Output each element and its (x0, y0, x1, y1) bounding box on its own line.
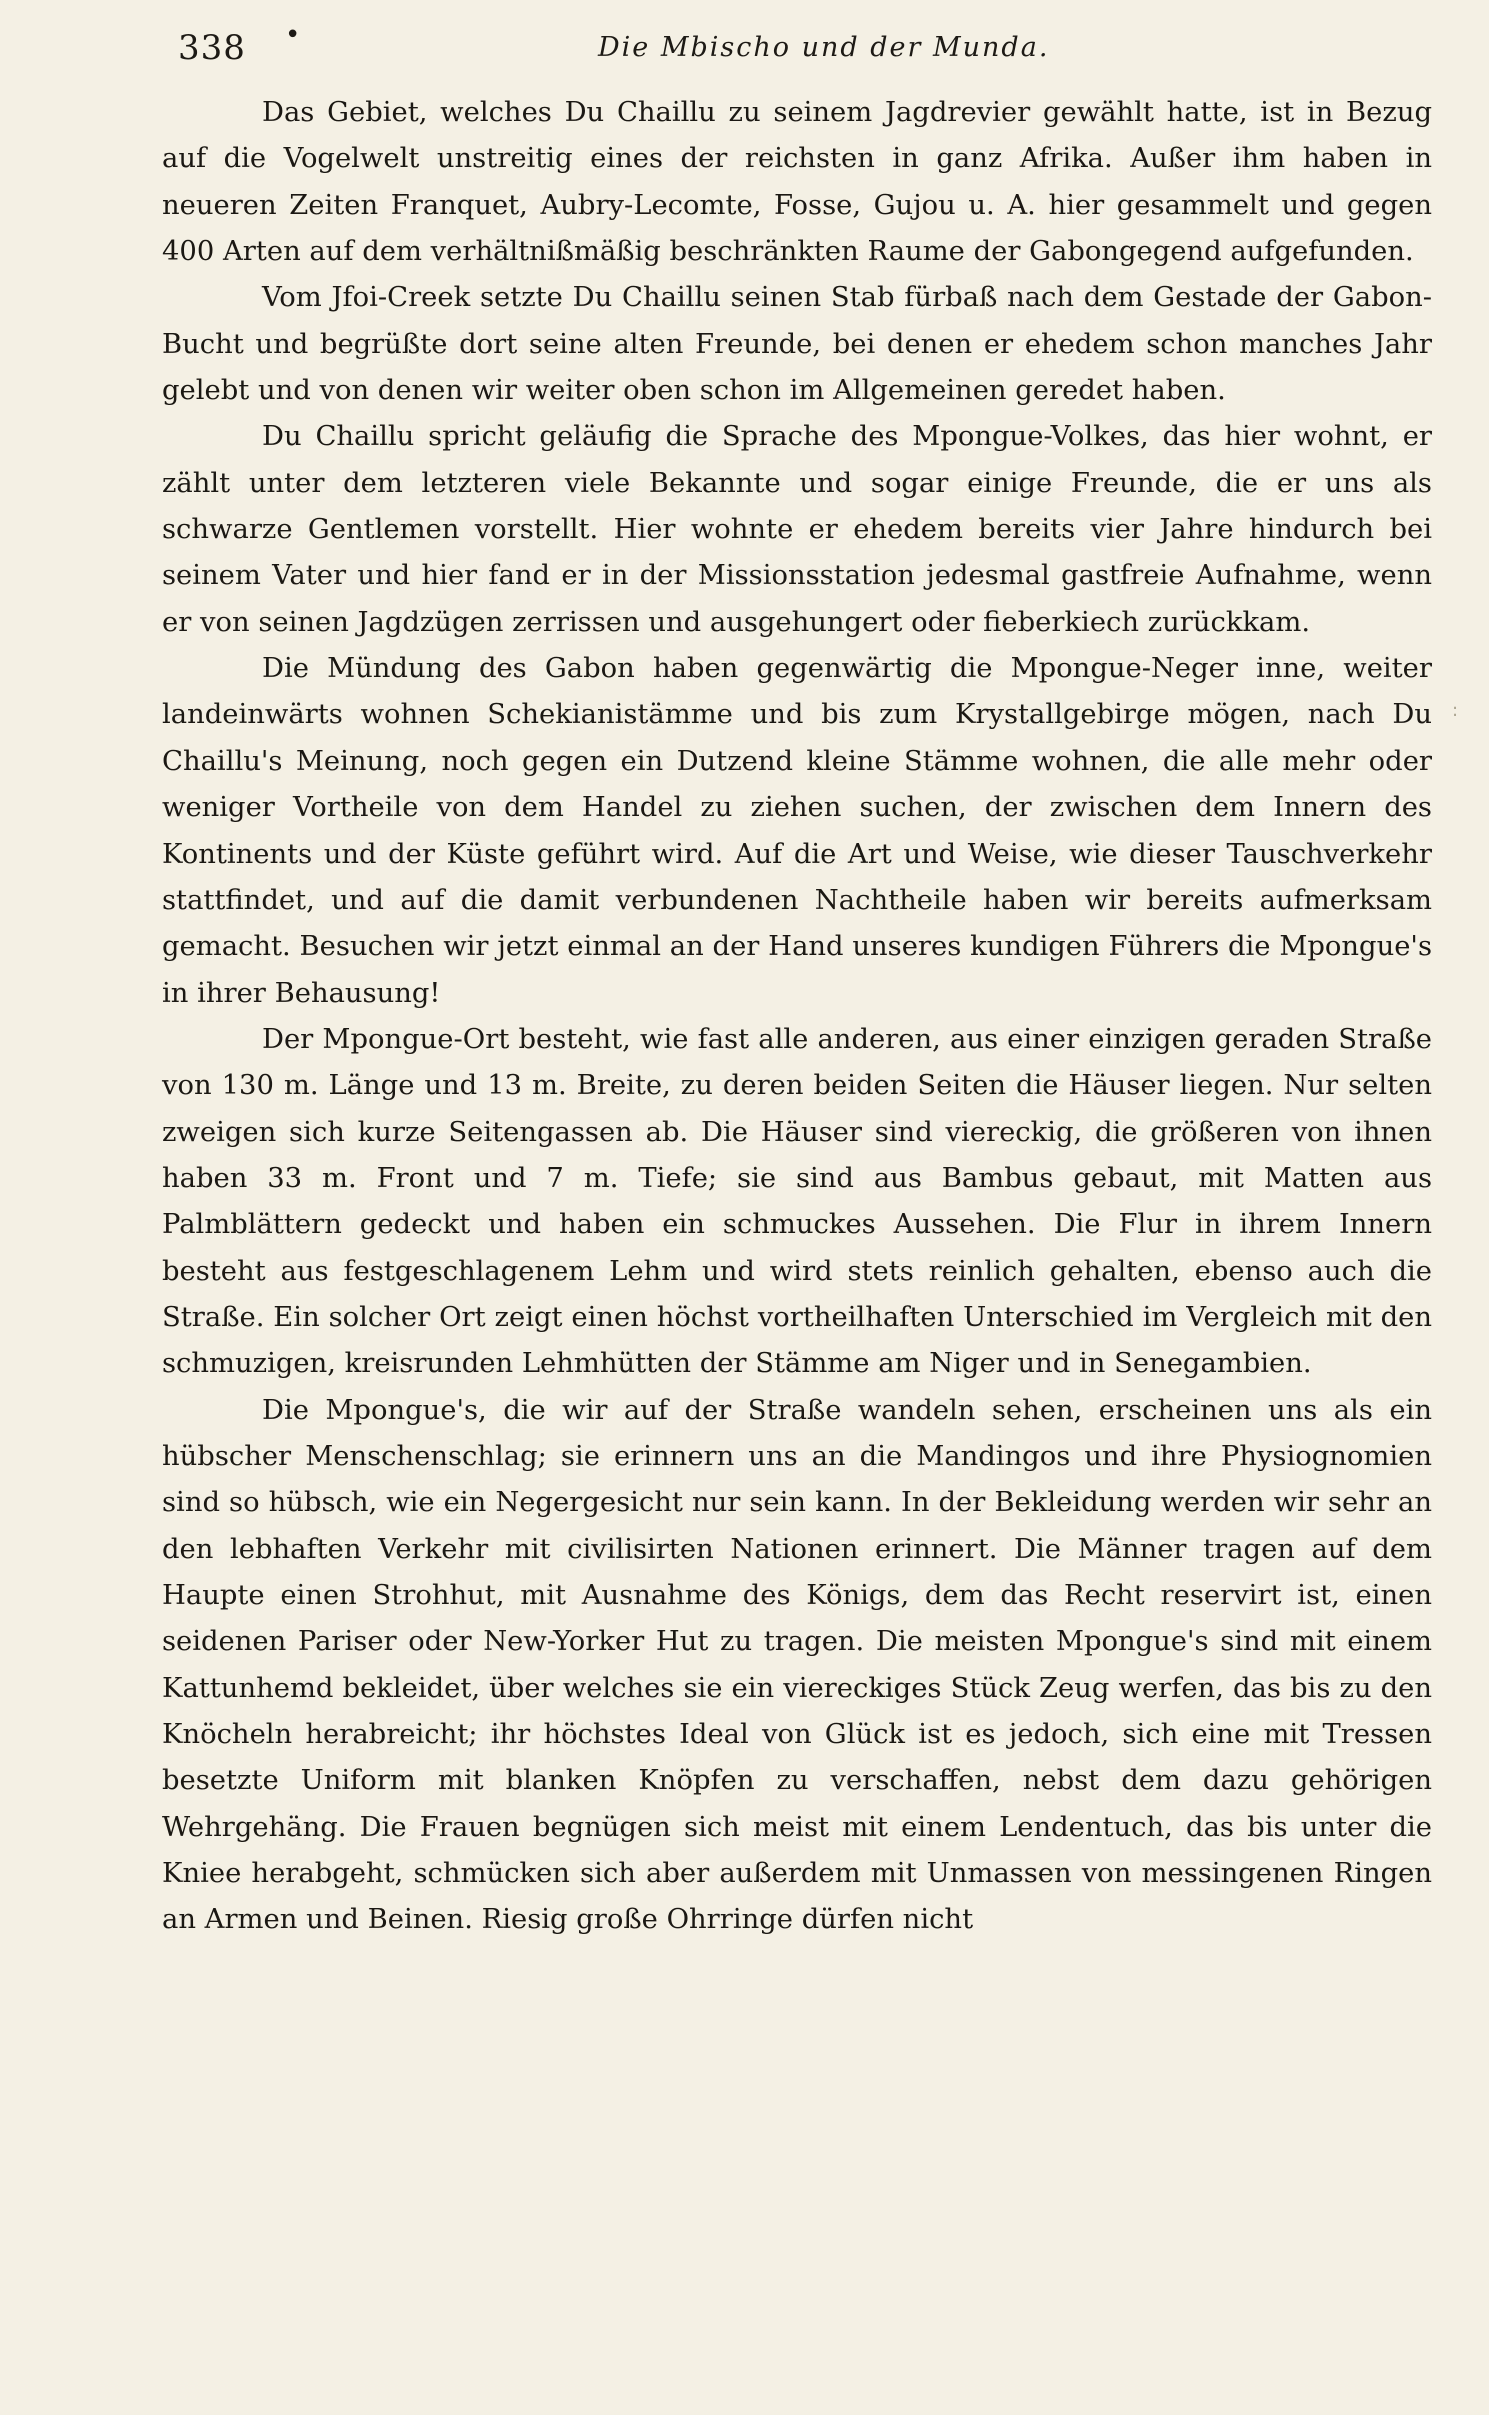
paragraph: Der Mpongue-Ort besteht, wie fast alle anderen, aus einer einzigen geraden Straße von 130 m. Länge und 13 m. Breite, zu deren beiden Seiten die Häuser liegen. Nur selten zweigen sich kurze Seitengassen ab. Die Häuser sind viereckig, die größeren von ihnen haben 33 m. Front und 7 m. Tiefe; sie sind aus Bambus gebaut, mit Matten aus Palmblättern gedeckt und haben ein schmuckes Aussehen. Die Flur in ihrem Innern besteht aus festgeschlagenem Lehm und wird stets reinlich gehalten, ebenso auch die Straße. Ein solcher Ort zeigt einen höchst vortheilhaften Unterschied im Vergleich mit den schmuzigen, kreisrunden Lehmhütten der Stämme am Niger und in Senegambien. (162, 1023, 1432, 1380)
paragraph: Du Chaillu spricht geläufig die Sprache des Mpongue-Volkes, das hier wohnt, er zählt unter dem letzteren viele Bekannte und sogar einige Freunde, die er uns als schwarze Gentlemen vorstellt. Hier wohnte er ehedem bereits vier Jahre hindurch bei seinem Vater und hier fand er in der Missionsstation jedesmal gastfreie Aufnahme, wenn er von seinen Jagdzügen zerrissen und ausgehungert oder fieberkiech zurückkam. (162, 421, 1432, 638)
margin-mark: : (1452, 700, 1459, 721)
page-number: 338 (178, 28, 246, 68)
paragraph: Die Mpongue's, die wir auf der Straße wandeln sehen, erscheinen uns als ein hübscher Menschenschlag; sie erinnern uns an die Mandingos und ihre Physiognomien sind so hübsch, wie ein Negergesicht nur sein kann. In der Bekleidung werden wir sehr an den lebhaften Verkehr mit civilisirten Nationen erinnert. Die Männer tragen auf dem Haupte einen Strohhut, mit Ausnahme des Königs, dem das Recht reservirt ist, einen seidenen Pariser oder New-Yorker Hut zu tragen. Die meisten Mpongue's sind mit einem Kattunhemd bekleidet, über welches sie ein viereckiges Stück Zeug werfen, das bis zu den Knöcheln herabreicht; ihr höchstes Ideal von Glück ist es jedoch, sich eine mit Tressen besetzte Uniform mit blanken Knöpfen zu verschaffen, nebst dem dazu gehörigen Wehrgehäng. Die Frauen begnügen sich meist mit einem Lendentuch, das bis unter die Kniee herabgeht, schmücken sich aber außerdem mit Unmassen von messingenen Ringen an Armen und Beinen. Riesig große Ohrringe dürfen nicht (162, 1394, 1432, 1936)
page-header (178, 20, 1433, 78)
paragraph: Das Gebiet, welches Du Chaillu zu seinem Jagdrevier gewählt hatte, ist in Bezug auf die Vogelwelt unstreitig eines der reichsten in ganz Afrika. Außer ihm haben in neueren Zeiten Franquet, Aubry-Lecomte, Fosse, Gujou u. A. hier gesammelt und gegen 400 Arten auf dem verhältnißmäßig beschränkten Raume der Gabongegend aufgefunden. (162, 97, 1432, 268)
header-dot: • (285, 20, 301, 50)
running-title: Die Mbischo und der Munda. (598, 32, 1050, 63)
body-text (162, 90, 1432, 1944)
paragraph: Vom Jfoi-Creek setzte Du Chaillu seinen Stab fürbaß nach dem Gestade der Gabon-Bucht und begrüßte dort seine alten Freunde, bei denen er ehedem schon manches Jahr gelebt und von denen wir weiter oben schon im Allgemeinen geredet haben. (162, 282, 1432, 407)
paragraph: Die Mündung des Gabon haben gegenwärtig die Mpongue-Neger inne, weiter landeinwärts wohnen Schekianistämme und bis zum Krystallgebirge mögen, nach Du Chaillu's Meinung, noch gegen ein Dutzend kleine Stämme wohnen, die alle mehr oder weniger Vortheile von dem Handel zu ziehen suchen, der zwischen dem Innern des Kontinents und der Küste geführt wird. Auf die Art und Weise, wie dieser Tauschverkehr stattfindet, und auf die damit verbundenen Nachtheile haben wir bereits aufmerksam gemacht. Besuchen wir jetzt einmal an der Hand unseres kundigen Führers die Mpongue's in ihrer Behausung! (162, 653, 1432, 1009)
